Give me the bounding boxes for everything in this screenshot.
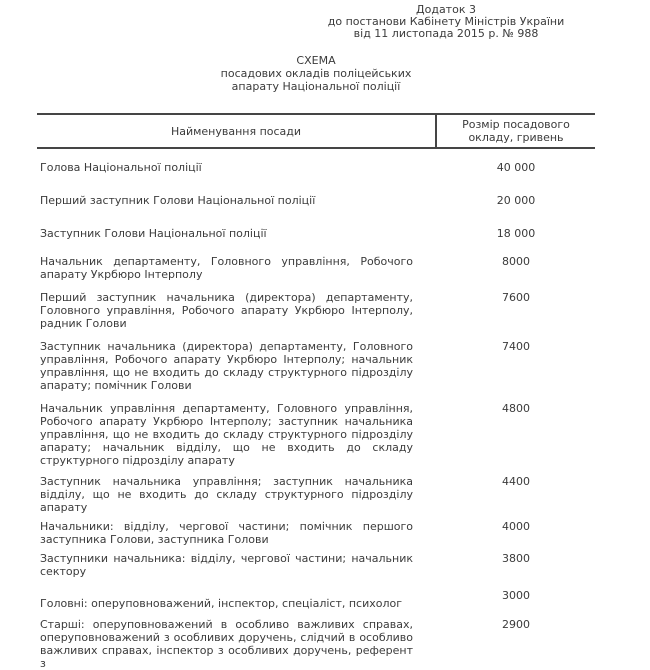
appendix-line-3: від 11 листопада 2015 р. № 988 (353, 27, 539, 40)
position-cell: Начальник департаменту, Головного управління, Робочого апарату Укрбюро Інтерполу (40, 255, 413, 281)
table-row (37, 149, 595, 174)
salary-cell: 7600 (502, 291, 530, 304)
document-title-line-1: СХЕМА (296, 54, 336, 67)
salary-cell: 7400 (502, 340, 530, 353)
position-cell: Заступник начальника (директора) департаменту, Головного управління, Робочого апарату Укрбюро Інтерполу; начальник управління, що не входить до складу структурного підрозділу апарату; помічник Голови (40, 340, 413, 392)
table-body (37, 149, 595, 670)
appendix-reference-block (288, 4, 604, 40)
salary-cell: 3800 (502, 552, 530, 565)
table-row (37, 174, 595, 207)
position-cell: Голова Національної поліції (40, 161, 202, 174)
table-header-row (37, 113, 595, 149)
position-cell: Перший заступник Голови Національної поліції (40, 194, 316, 207)
table-row (37, 330, 595, 392)
salary-cell: 18 000 (496, 227, 536, 240)
appendix-line-1: Додаток 3 (416, 3, 476, 16)
position-cell: Начальник управління департаменту, Головного управління, Робочого апарату Укрбюро Інтерполу; заступник начальника управління, що не входить до складу структурного підрозділу апарату; начальник відділу, що не входить до складу структурного підрозділу апарату (40, 402, 413, 467)
table-row (37, 514, 595, 546)
table-row (37, 392, 595, 467)
salary-cell: 20 000 (496, 194, 536, 207)
salary-cell: 3000 (502, 589, 530, 602)
position-cell: Начальники: відділу, чергової частини; помічник першого заступника Голови, заступника Голови (40, 520, 413, 546)
table-row (37, 207, 595, 240)
salary-cell: 4800 (502, 402, 530, 415)
document-title-line-2: посадових окладів поліцейських (220, 67, 412, 80)
table-row (37, 546, 595, 578)
column-header-salary: Розмір посадового окладу, гривень (462, 118, 570, 144)
table-row (37, 240, 595, 281)
salary-cell: 40 000 (496, 161, 536, 174)
table-row (37, 610, 595, 670)
table-row (37, 281, 595, 330)
document-title (37, 54, 595, 93)
position-cell: Перший заступник начальника (директора) департаменту, Головного управління, Робочого апарату Укрбюро Інтерполу, радник Голови (40, 291, 413, 330)
position-cell: Старші: оперуповноважений в особливо важливих справах, оперуповноважений з особливих доручень, слідчий в особливо важливих справах, інспектор з особливих доручень, референт з (40, 618, 413, 670)
salary-cell: 2900 (502, 618, 530, 631)
salary-cell: 8000 (502, 255, 530, 268)
document-title-line-3: апарату Національної поліції (231, 80, 401, 93)
salary-cell: 4000 (502, 520, 530, 533)
salary-table (37, 113, 595, 670)
table-row (37, 467, 595, 514)
position-cell: Заступник начальника управління; заступник начальника відділу, що не входить до складу структурного підрозділу апарату (40, 475, 413, 514)
position-cell: Заступник Голови Національної поліції (40, 227, 267, 240)
column-header-position: Найменування посади (37, 115, 437, 147)
table-row (37, 578, 595, 610)
position-cell: Заступники начальника: відділу, чергової частини; начальник сектору (40, 552, 413, 578)
appendix-line-2: до постанови Кабінету Міністрів України (327, 15, 565, 28)
position-cell: Головні: оперуповноважений, інспектор, спеціаліст, психолог (40, 597, 403, 610)
salary-cell: 4400 (502, 475, 530, 488)
